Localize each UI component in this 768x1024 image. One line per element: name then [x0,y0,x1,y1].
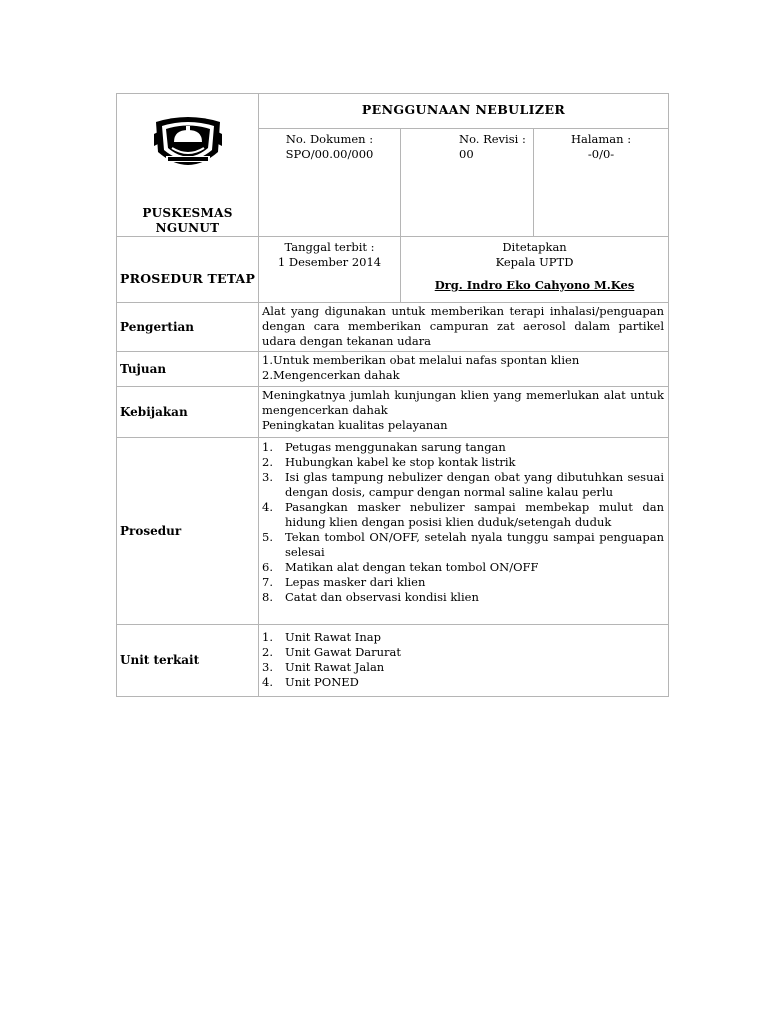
logo-cell [117,94,259,237]
list-item-text: Isi glas tampung nebulizer dengan obat yang dibutuhkan sesuai dengan dosis, campur dengan normal saline kalau perlu [285,470,665,499]
prosedur-row [117,438,669,625]
list-item-text: Unit PONED [285,675,359,689]
list-item-number: 1. [262,440,273,454]
revision-cell [401,128,534,236]
list-item [259,590,668,605]
tujuan-line: 1.Untuk memberikan obat melalui nafas spontan klien [262,353,580,367]
prosedur-list-cell [259,438,669,625]
list-item [259,560,668,575]
header-title-row [117,94,669,129]
list-item-number: 3. [262,660,273,674]
revision-label: No. Revisi : [459,131,526,146]
tujuan-label: Tujuan [117,352,259,387]
header-approval-row [117,237,669,303]
tujuan-line: 2.Mengencerkan dahak [262,368,400,382]
unit-terkait-list [259,630,668,690]
list-item-text: Unit Rawat Inap [285,630,381,644]
kebijakan-line: Peningkatan kualitas pelayanan [262,418,448,432]
revision-value: 00 [459,146,474,161]
page-number-cell [534,128,669,236]
list-item-text: Unit Rawat Jalan [285,660,385,674]
sop-table [116,93,669,697]
kebijakan-row [117,387,669,438]
list-item-text: Petugas menggunakan sarung tangan [285,440,506,454]
kebijakan-text [259,387,669,438]
approved-label: Ditetapkan [502,240,567,254]
approval-cell [401,237,669,303]
list-item-text: Unit Gawat Darurat [285,645,402,659]
list-item-number: 8. [262,590,273,604]
issue-date-value: 1 Desember 2014 [277,255,382,269]
unit-terkait-row [117,625,669,697]
list-item-text: Catat dan observasi kondisi klien [285,590,479,604]
pengertian-row [117,303,669,352]
approved-role: Kepala UPTD [495,255,574,269]
list-item-text: Hubungkan kabel ke stop kontak listrik [285,455,516,469]
list-item-number: 2. [262,645,273,659]
prosedur-list [259,440,668,605]
pengertian-text: Alat yang digunakan untuk memberikan terapi inhalasi/penguapan dengan cara memberikan campuran zat aerosol dalam partikel udara dengan tekanan udara [259,303,669,352]
unit-terkait-label: Unit terkait [117,625,259,697]
list-item-text: Pasangkan masker nebulizer sampai membekap mulut dan hidung klien dengan posisi klien duduk/setengah duduk [285,500,665,529]
organization-name: PUSKESMAS NGUNUT [142,206,233,235]
pengertian-label: Pengertian [117,303,259,352]
approver-name: Drg. Indro Eko Cahyono M.Kes [434,278,635,292]
list-item [259,660,668,675]
list-item-number: 7. [262,575,273,589]
document-number-value: SPO/00.00/000 [285,146,374,161]
list-item-number: 2. [262,455,273,469]
page-number-value: -0/0- [587,146,615,161]
list-item-number: 5. [262,530,273,544]
page-number-label: Halaman : [570,131,632,146]
tujuan-row [117,352,669,387]
list-item-number: 3. [262,470,273,484]
list-item-number: 4. [262,500,273,514]
list-item-number: 4. [262,675,273,689]
list-item-text: Tekan tombol ON/OFF, setelah nyala tunggu sampai penguapan selesai [285,530,665,559]
list-item [259,530,668,560]
document-number-label: No. Dokumen : [285,131,374,146]
list-item [259,675,668,690]
list-item [259,470,668,500]
list-item-number: 6. [262,560,273,574]
kebijakan-line: Meningkatnya jumlah kunjungan klien yang memerlukan alat untuk mengencerkan dahak [262,388,665,417]
prosedur-label: Prosedur [117,438,259,625]
list-item [259,455,668,470]
list-item-text: Matikan alat dengan tekan tombol ON/OFF [285,560,539,574]
list-item-text: Lepas masker dari klien [285,575,426,589]
unit-terkait-list-cell [259,625,669,697]
list-item [259,630,668,645]
list-item [259,500,668,530]
tujuan-text [259,352,669,387]
document-number-cell [259,128,401,236]
issue-date-label: Tanggal terbit : [284,240,375,254]
list-item [259,645,668,660]
procedure-type: PROSEDUR TETAP [117,237,259,303]
list-item-number: 1. [262,630,273,644]
document-title: PENGGUNAAN NEBULIZER [259,94,669,129]
issue-date-cell [259,237,401,303]
kebijakan-label: Kebijakan [117,387,259,438]
list-item [259,575,668,590]
list-item [259,440,668,455]
regency-emblem-icon [152,112,224,174]
